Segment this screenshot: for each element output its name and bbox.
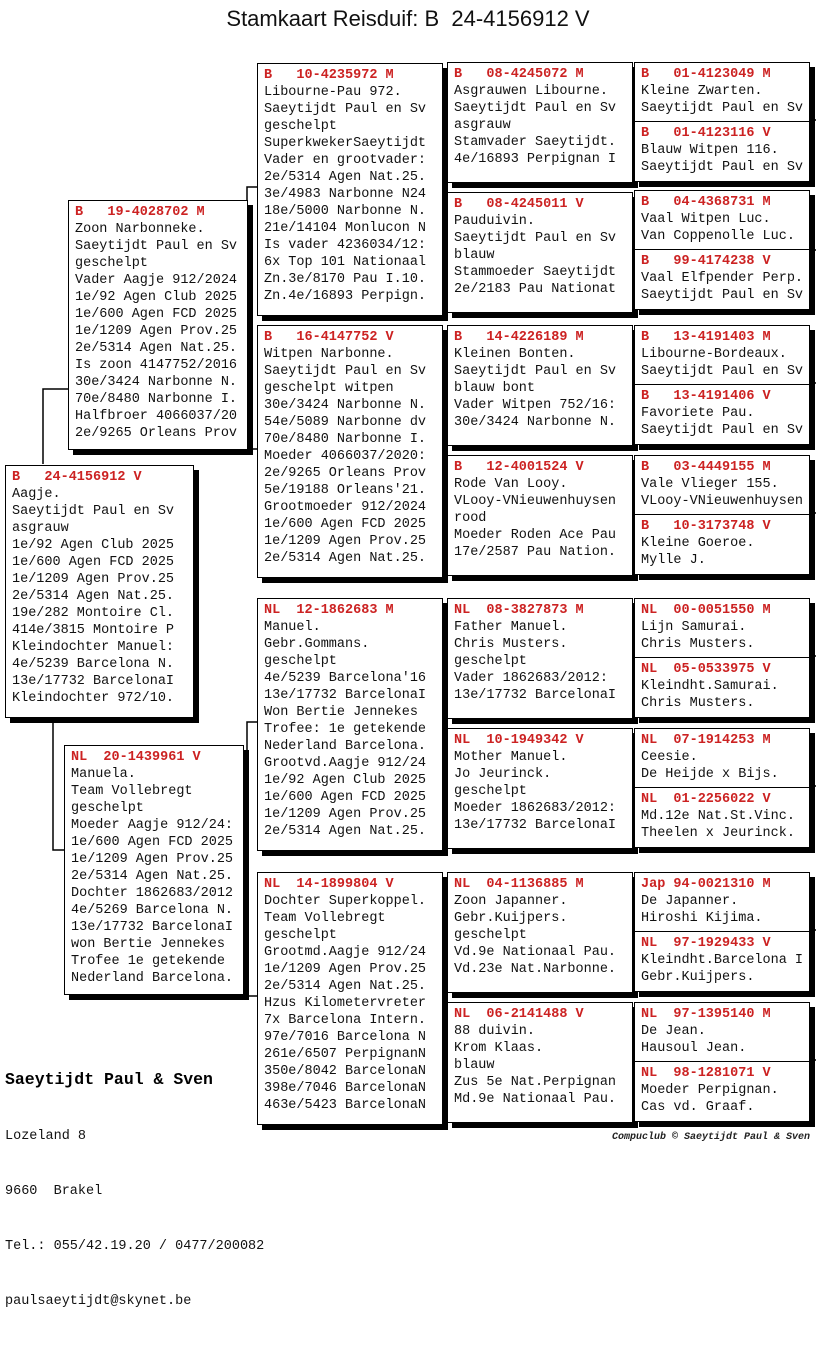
pedigree-box-NL-97-1395140: [634, 1002, 810, 1063]
ring-number: B 99-4174238 V: [641, 254, 771, 269]
ring-number: NL 07-1914253 M: [641, 733, 771, 748]
pigeon-info-line: Grootmoeder 912/2024: [264, 500, 427, 515]
ring-number: NL 97-1395140 M: [641, 1007, 771, 1022]
pigeon-info-line: Hzus Kilometervreter: [264, 996, 427, 1011]
pedigree-box-NL-06-2141488: [447, 1002, 633, 1123]
pedigree-box-NL-98-1281071: [634, 1061, 810, 1122]
pigeon-info-line: Libourne-Pau 972.: [264, 85, 402, 100]
pigeon-info-line: Vale Vlieger 155.: [641, 477, 779, 492]
pigeon-info-line: Zoon Narbonneke.: [75, 222, 205, 237]
pigeon-info-line: 2e/2183 Pau Nationat: [454, 282, 617, 297]
pedigree-box-NL-07-1914253: [634, 728, 810, 789]
pigeon-info-line: Vader 1862683/2012:: [454, 671, 608, 686]
pigeon-info-line: 30e/3424 Narbonne N.: [454, 415, 617, 430]
pigeon-info-line: 1e/1209 Agen Prov.25: [264, 962, 427, 977]
pigeon-info-line: Blauw Witpen 116.: [641, 143, 779, 158]
ring-number: B 01-4123116 V: [641, 126, 771, 141]
pigeon-info-line: Stamvader Saeytijdt.: [454, 135, 617, 150]
ring-number: NL 14-1899804 V: [264, 877, 394, 892]
pigeon-info-line: 1e/600 Agen FCD 2025: [75, 307, 238, 322]
pigeon-info-line: Moeder Aagje 912/24:: [71, 818, 234, 833]
pigeon-info-line: Team Vollebregt: [264, 911, 386, 926]
pigeon-info-line: blauw: [454, 1058, 495, 1073]
pigeon-info-line: Saeytijdt Paul en Sv: [264, 102, 427, 117]
pigeon-info-line: 7x Barcelona Intern.: [264, 1013, 427, 1028]
pigeon-info-line: 2e/9265 Orleans Prov: [75, 426, 238, 441]
pigeon-info-line: Asgrauwen Libourne.: [454, 84, 608, 99]
pigeon-info-line: asgrauw: [12, 521, 69, 536]
ring-number: B 14-4226189 M: [454, 330, 584, 345]
pigeon-info-line: 1e/1209 Agen Prov.25: [75, 324, 238, 339]
pigeon-info-line: 2e/5314 Agen Nat.25.: [264, 979, 427, 994]
pigeon-info-line: 1e/600 Agen FCD 2025: [264, 790, 427, 805]
pedigree-box-B-01-4123116: [634, 121, 810, 182]
pigeon-info-line: 2e/5314 Agen Nat.25.: [264, 170, 427, 185]
pigeon-info-line: geschelpt: [264, 928, 337, 943]
pigeon-info-line: Chris Musters.: [641, 696, 755, 711]
pedigree-box-NL-01-2256022: [634, 787, 810, 848]
ring-number: B 10-4235972 M: [264, 68, 394, 83]
pigeon-info-line: Won Bertie Jennekes: [264, 705, 418, 720]
pedigree-box-B-13-4191403: [634, 325, 810, 386]
pigeon-info-line: 3e/4983 Narbonne N24: [264, 187, 427, 202]
ring-number: Jap 94-0021310 M: [641, 877, 771, 892]
pigeon-info-line: 30e/3424 Narbonne N.: [264, 398, 427, 413]
pigeon-info-line: Team Vollebregt: [71, 784, 193, 799]
pigeon-info-line: De Jean.: [641, 1024, 706, 1039]
pigeon-info-line: 1e/600 Agen FCD 2025: [12, 555, 175, 570]
pigeon-info-line: 54e/5089 Narbonne dv: [264, 415, 427, 430]
pigeon-info-line: Is vader 4236034/12:: [264, 238, 427, 253]
pigeon-info-line: Vd.9e Nationaal Pau.: [454, 945, 617, 960]
pigeon-info-line: geschelpt: [454, 784, 527, 799]
pigeon-info-line: Krom Klaas.: [454, 1041, 544, 1056]
ring-number: B 08-4245072 M: [454, 67, 584, 82]
pigeon-info-line: 350e/8042 BarcelonaN: [264, 1064, 427, 1079]
pedigree-box-NL-05-0533975: [634, 657, 810, 718]
owner-phone: Tel.: 055/42.19.20 / 0477/200082: [5, 1239, 265, 1254]
pigeon-info-line: 13e/17732 BarcelonaI: [12, 674, 175, 689]
pigeon-info-line: 88 duivin.: [454, 1024, 536, 1039]
pigeon-info-line: Rode Van Looy.: [454, 477, 568, 492]
pigeon-info-line: VLooy-VNieuwenhuysen: [454, 494, 617, 509]
pigeon-info-line: Kleindochter Manuel:: [12, 640, 175, 655]
pedigree-box-NL-04-1136885: [447, 872, 633, 993]
pigeon-info-line: Md.9e Nationaal Pau.: [454, 1092, 617, 1107]
pigeon-info-line: Moeder Roden Ace Pau: [454, 528, 617, 543]
pigeon-info-line: geschelpt witpen: [264, 381, 394, 396]
page-title: Stamkaart Reisduif: B 24-4156912 V: [226, 6, 590, 31]
pigeon-info-line: 1e/1209 Agen Prov.25: [264, 534, 427, 549]
pigeon-info-line: Saeytijdt Paul en Sv: [75, 239, 238, 254]
pigeon-info-line: 2e/5314 Agen Nat.25.: [71, 869, 234, 884]
pigeon-info-line: Kleindht.Barcelona I: [641, 953, 804, 968]
pigeon-info-line: Trofee 1e getekende: [71, 954, 225, 969]
pigeon-info-line: Chris Musters.: [454, 637, 568, 652]
pigeon-info-line: De Heijde x Bijs.: [641, 767, 779, 782]
pigeon-info-line: Pauduivin.: [454, 214, 536, 229]
pigeon-info-line: VLooy-VNieuwenhuysen: [641, 494, 804, 509]
pigeon-info-line: Mylle J.: [641, 553, 706, 568]
pigeon-info-line: Saeytijdt Paul en Sv: [641, 160, 804, 175]
pigeon-info-line: Saeytijdt Paul en Sv: [641, 364, 804, 379]
pigeon-info-line: rood: [454, 511, 487, 526]
pigeon-info-line: Cas vd. Graaf.: [641, 1100, 755, 1115]
pigeon-info-line: Saeytijdt Paul en Sv: [454, 101, 617, 116]
pigeon-info-line: 1e/600 Agen FCD 2025: [71, 835, 234, 850]
pedigree-box-NL-08-3827873: [447, 598, 633, 719]
ring-number: B 19-4028702 M: [75, 205, 205, 220]
ring-number: NL 06-2141488 V: [454, 1007, 584, 1022]
pigeon-info-line: 19e/282 Montoire Cl.: [12, 606, 175, 621]
pedigree-box-B-14-4226189: [447, 325, 633, 446]
pigeon-info-line: Vd.23e Nat.Narbonne.: [454, 962, 617, 977]
pigeon-info-line: Manuel.: [264, 620, 321, 635]
ring-number: NL 05-0533975 V: [641, 662, 771, 677]
pedigree-box-NL-97-1929433: [634, 931, 810, 992]
pigeon-info-line: Zn.4e/16893 Perpign.: [264, 289, 427, 304]
pigeon-info-line: Ceesie.: [641, 750, 698, 765]
pigeon-info-line: Moeder Perpignan.: [641, 1083, 779, 1098]
pigeon-info-line: Vaal Witpen Luc.: [641, 212, 771, 227]
ring-number: B 13-4191403 M: [641, 330, 771, 345]
pigeon-info-line: 414e/3815 Montoire P: [12, 623, 175, 638]
pigeon-info-line: Gebr.Gommans.: [264, 637, 370, 652]
owner-name: Saeytijdt Paul & Sven: [5, 1070, 213, 1089]
ring-number: B 03-4449155 M: [641, 460, 771, 475]
pigeon-info-line: geschelpt: [264, 654, 337, 669]
ring-number: B 16-4147752 V: [264, 330, 394, 345]
pedigree-box-NL-12-1862683: [257, 598, 443, 851]
pigeon-info-line: Hausoul Jean.: [641, 1041, 747, 1056]
pigeon-info-line: 13e/17732 BarcelonaI: [264, 688, 427, 703]
pigeon-info-line: Nederland Barcelona.: [264, 739, 427, 754]
pigeon-info-line: Md.12e Nat.St.Vinc.: [641, 809, 795, 824]
pigeon-info-line: Hiroshi Kijima.: [641, 911, 763, 926]
pigeon-info-line: Zoon Japanner.: [454, 894, 568, 909]
pigeon-info-line: 17e/2587 Pau Nation.: [454, 545, 617, 560]
pigeon-info-line: Chris Musters.: [641, 637, 755, 652]
ring-number: B 12-4001524 V: [454, 460, 584, 475]
pigeon-info-line: Trofee: 1e getekende: [264, 722, 427, 737]
pigeon-info-line: 4e/5269 Barcelona N.: [71, 903, 234, 918]
pedigree-box-B-24-4156912: [5, 465, 194, 718]
pedigree-box-B-10-4235972: [257, 63, 443, 316]
pigeon-info-line: 18e/5000 Narbonne N.: [264, 204, 427, 219]
pigeon-info-line: 21e/14104 Monlucon N: [264, 221, 427, 236]
pigeon-info-line: Zus 5e Nat.Perpignan: [454, 1075, 617, 1090]
pedigree-box-B-19-4028702: [68, 200, 248, 450]
ring-number: B 08-4245011 V: [454, 197, 584, 212]
pigeon-info-line: Grootmd.Aagje 912/24: [264, 945, 427, 960]
pigeon-info-line: blauw: [454, 248, 495, 263]
pigeon-info-line: Dochter Superkoppel.: [264, 894, 427, 909]
pigeon-info-line: 463e/5423 BarcelonaN: [264, 1098, 427, 1113]
pigeon-info-line: 1e/92 Agen Club 2025: [264, 773, 427, 788]
ring-number: NL 01-2256022 V: [641, 792, 771, 807]
pigeon-info-line: Aagje.: [12, 487, 61, 502]
pigeon-info-line: 13e/17732 BarcelonaI: [454, 688, 617, 703]
pigeon-info-line: Stammoeder Saeytijdt: [454, 265, 617, 280]
pigeon-info-line: Gebr.Kuijpers.: [641, 970, 755, 985]
pedigree-box-B-08-4245072: [447, 62, 633, 183]
compuclub-credit: Compuclub © Saeytijdt Paul & Sven: [611, 1132, 810, 1143]
pedigree-box-B-12-4001524: [447, 455, 633, 576]
pigeon-info-line: Kleindochter 972/10.: [12, 691, 175, 706]
pigeon-info-line: Is zoon 4147752/2016: [75, 358, 238, 373]
pigeon-info-line: asgrauw: [454, 118, 511, 133]
pigeon-info-line: 97e/7016 Barcelona N: [264, 1030, 427, 1045]
pedigree-box-NL-14-1899804: [257, 872, 443, 1125]
owner-street: Lozeland 8: [5, 1129, 87, 1144]
pedigree-box-NL-00-0051550: [634, 598, 810, 659]
pigeon-info-line: 1e/1209 Agen Prov.25: [71, 852, 234, 867]
pigeon-info-line: Mother Manuel.: [454, 750, 568, 765]
ring-number: NL 08-3827873 M: [454, 603, 584, 618]
pedigree-box-B-10-3173748: [634, 514, 810, 575]
pedigree-box-B-08-4245011: [447, 192, 633, 313]
pigeon-info-line: Vader en grootvader:: [264, 153, 427, 168]
pigeon-info-line: Halfbroer 4066037/20: [75, 409, 238, 424]
ring-number: NL 10-1949342 V: [454, 733, 584, 748]
pigeon-info-line: 5e/19188 Orleans'21.: [264, 483, 427, 498]
pigeon-info-line: 261e/6507 PerpignanN: [264, 1047, 427, 1062]
pigeon-info-line: 4e/5239 Barcelona N.: [12, 657, 175, 672]
pigeon-info-line: 2e/5314 Agen Nat.25.: [264, 824, 427, 839]
pigeon-info-line: Saeytijdt Paul en Sv: [641, 423, 804, 438]
pigeon-info-line: Kleindht.Samurai.: [641, 679, 779, 694]
pigeon-info-line: 1e/92 Agen Club 2025: [75, 290, 238, 305]
pigeon-info-line: 13e/17732 BarcelonaI: [454, 818, 617, 833]
pigeon-info-line: 1e/600 Agen FCD 2025: [264, 517, 427, 532]
ring-number: NL 12-1862683 M: [264, 603, 394, 618]
pigeon-info-line: 1e/92 Agen Club 2025: [12, 538, 175, 553]
pigeon-info-line: Father Manuel.: [454, 620, 568, 635]
pigeon-info-line: Witpen Narbonne.: [264, 347, 394, 362]
pigeon-info-line: Vaal Elfpender Perp.: [641, 271, 804, 286]
pigeon-info-line: Lijn Samurai.: [641, 620, 747, 635]
pigeon-info-line: Van Coppenolle Luc.: [641, 229, 795, 244]
pigeon-info-line: 1e/1209 Agen Prov.25: [264, 807, 427, 822]
pigeon-info-line: geschelpt: [75, 256, 148, 271]
pigeon-info-line: 2e/5314 Agen Nat.25.: [12, 589, 175, 604]
pigeon-info-line: Manuela.: [71, 767, 136, 782]
ring-number: NL 20-1439961 V: [71, 750, 201, 765]
pigeon-info-line: Saeytijdt Paul en Sv: [641, 288, 804, 303]
pigeon-info-line: Libourne-Bordeaux.: [641, 347, 787, 362]
ring-number: NL 97-1929433 V: [641, 936, 771, 951]
pigeon-info-line: 70e/8480 Narbonne I.: [75, 392, 238, 407]
pigeon-info-line: Saeytijdt Paul en Sv: [12, 504, 175, 519]
ring-number: B 01-4123049 M: [641, 67, 771, 82]
pigeon-info-line: Moeder 1862683/2012:: [454, 801, 617, 816]
owner-city: 9660 Brakel: [5, 1184, 103, 1199]
pigeon-info-line: Saeytijdt Paul en Sv: [454, 364, 617, 379]
pigeon-info-line: Saeytijdt Paul en Sv: [264, 364, 427, 379]
pigeon-info-line: geschelpt: [454, 928, 527, 943]
owner-block: [5, 1033, 264, 1347]
pigeon-info-line: Dochter 1862683/2012: [71, 886, 234, 901]
ring-number: B 24-4156912 V: [12, 470, 142, 485]
pigeon-info-line: 398e/7046 BarcelonaN: [264, 1081, 427, 1096]
pigeon-info-line: 2e/5314 Agen Nat.25.: [75, 341, 238, 356]
ring-number: B 10-3173748 V: [641, 519, 771, 534]
pigeon-info-line: Saeytijdt Paul en Sv: [641, 101, 804, 116]
pigeon-info-line: Gebr.Kuijpers.: [454, 911, 568, 926]
ring-number: NL 00-0051550 M: [641, 603, 771, 618]
pedigree-box-B-03-4449155: [634, 455, 810, 516]
pigeon-info-line: Kleine Zwarten.: [641, 84, 763, 99]
owner-email: paulsaeytijdt@skynet.be: [5, 1294, 192, 1309]
pedigree-box-B-01-4123049: [634, 62, 810, 123]
ring-number: B 13-4191406 V: [641, 389, 771, 404]
pedigree-box-B-13-4191406: [634, 384, 810, 445]
pigeon-info-line: Grootvd.Aagje 912/24: [264, 756, 427, 771]
pigeon-info-line: Favoriete Pau.: [641, 406, 755, 421]
pigeon-info-line: De Japanner.: [641, 894, 739, 909]
pigeon-info-line: 2e/5314 Agen Nat.25.: [264, 551, 427, 566]
pigeon-info-line: blauw bont: [454, 381, 536, 396]
pigeon-info-line: geschelpt: [454, 654, 527, 669]
pedigree-box-NL-10-1949342: [447, 728, 633, 849]
pigeon-info-line: Nederland Barcelona.: [71, 971, 234, 986]
pigeon-info-line: Saeytijdt Paul en Sv: [454, 231, 617, 246]
pigeon-info-line: Zn.3e/8170 Pau I.10.: [264, 272, 427, 287]
pigeon-info-line: 30e/3424 Narbonne N.: [75, 375, 238, 390]
pigeon-info-line: 13e/17732 BarcelonaI: [71, 920, 234, 935]
pigeon-info-line: 1e/1209 Agen Prov.25: [12, 572, 175, 587]
pigeon-info-line: Kleinen Bonten.: [454, 347, 576, 362]
pedigree-box-B-16-4147752: [257, 325, 443, 578]
pedigree-box-B-99-4174238: [634, 249, 810, 310]
pigeon-info-line: Moeder 4066037/2020:: [264, 449, 427, 464]
pigeon-info-line: 70e/8480 Narbonne I.: [264, 432, 427, 447]
pedigree-box-Jap-94-0021310: [634, 872, 810, 933]
ring-number: NL 04-1136885 M: [454, 877, 584, 892]
pigeon-info-line: 4e/5239 Barcelona'16: [264, 671, 427, 686]
pigeon-info-line: won Bertie Jennekes: [71, 937, 225, 952]
pigeon-info-line: 6x Top 101 Nationaal: [264, 255, 427, 270]
pigeon-info-line: Kleine Goeroe.: [641, 536, 755, 551]
pedigree-box-NL-20-1439961: [64, 745, 244, 995]
pigeon-info-line: geschelpt: [264, 119, 337, 134]
pigeon-info-line: Vader Aagje 912/2024: [75, 273, 238, 288]
pigeon-info-line: 2e/9265 Orleans Prov: [264, 466, 427, 481]
pedigree-box-B-04-4368731: [634, 190, 810, 251]
ring-number: NL 98-1281071 V: [641, 1066, 771, 1081]
ring-number: B 04-4368731 M: [641, 195, 771, 210]
pigeon-info-line: geschelpt: [71, 801, 144, 816]
pigeon-info-line: 4e/16893 Perpignan I: [454, 152, 617, 167]
pigeon-info-line: Jo Jeurinck.: [454, 767, 552, 782]
pigeon-info-line: SuperkwekerSaeytijdt: [264, 136, 427, 151]
pigeon-info-line: Vader Witpen 752/16:: [454, 398, 617, 413]
pigeon-info-line: Theelen x Jeurinck.: [641, 826, 795, 841]
